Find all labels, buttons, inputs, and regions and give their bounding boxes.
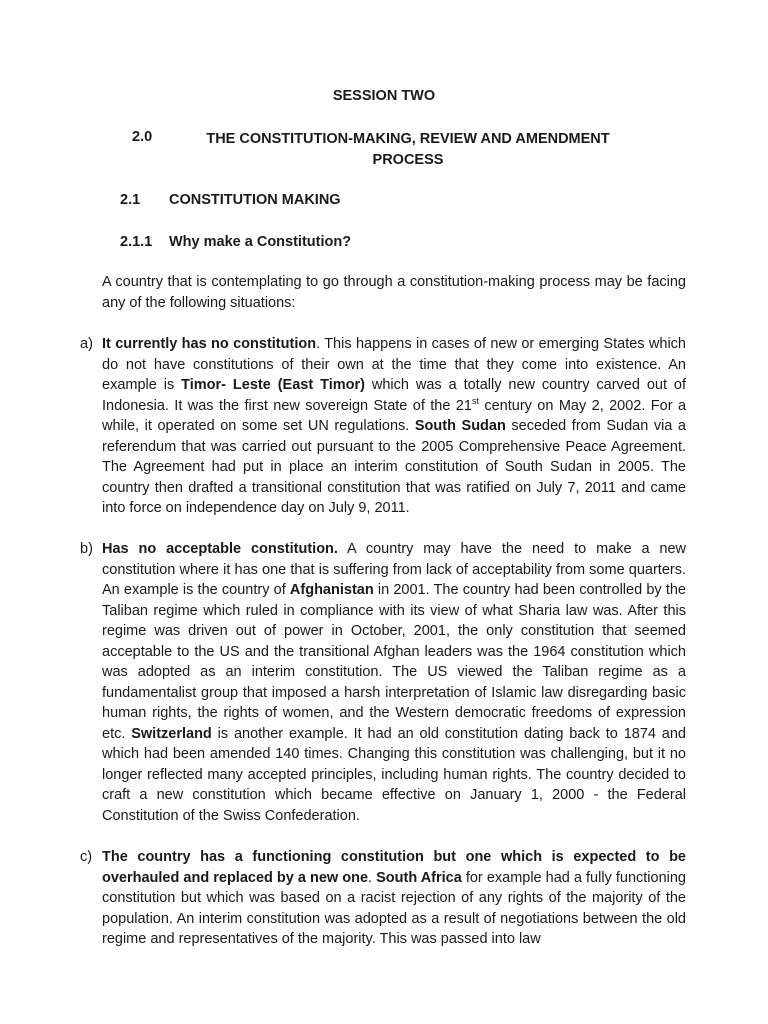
item-text: A country may have the need to make a new constitution where it has one that is suffering from lack of acceptability from some quarters. An example is the country of bbox=[102, 541, 687, 598]
subsection-number: 2.1 bbox=[120, 192, 141, 208]
item-label: a) bbox=[80, 336, 93, 352]
item-text: which was a totally new country carved out of Indonesia. It was the first new sovereign State of the 21 bbox=[102, 377, 686, 414]
intro-paragraph: A country that is contemplating to go through a constitution-making process may be facing any of the following situations: bbox=[102, 274, 686, 311]
country-name: Switzerland bbox=[131, 725, 212, 742]
item-text: . This happens in cases of new or emerging States which do not have constitutions of their own at the time that they come into existence. An example is bbox=[102, 336, 686, 393]
session-title: SESSION TWO bbox=[332, 88, 436, 104]
country-name: Timor- Leste (East Timor) bbox=[181, 377, 365, 393]
country-name: South Sudan bbox=[414, 418, 506, 434]
item-text: is another example. It had an old constitution dating back to 1874 and which had been amended 140 times. Changing this constitution was challenging, but it no longer reflected many accepted principles, including human rights. The country decided to craft a new constitution which became effective on January 1, 2000 - the Federal Constitution of the Swiss Confederation. bbox=[102, 725, 686, 824]
item-text: in 2001. The country had been controlled by the Taliban regime which ruled in compliance with its view of what Sharia law was. After this regime was driven out of power in October, 2001, the only constitution that seemed acceptable to the US and the transitional Afghan leaders was the 1964 constitution which was adopted as an interim constitution. The US viewed the Taliban regime as a fundamentalist group that imposed a harsh interpretation of Islamic law disregarding basic human rights, the rights of women, and the Western democratic freedoms of expression etc. bbox=[102, 582, 686, 742]
item-body bbox=[102, 334, 686, 519]
subsubsection-title: Why make a Constitution? bbox=[169, 234, 352, 250]
item-text: for example had a fully functioning constitution but which was based on a racist rejection of any rights of the majority of the population. An interim constitution was adopted as a result of negotiations between the old regime and representatives of the majority. This was passed into law bbox=[102, 869, 686, 947]
list-item-b bbox=[80, 539, 686, 826]
item-lead: The country has a functioning constitution but one which is expected to be overhauled and replaced by a new one bbox=[102, 849, 686, 886]
item-body bbox=[102, 539, 686, 826]
list-item-a bbox=[80, 334, 686, 519]
item-text: century on May 2, 2002. For a while, it operated on some set UN regulations. bbox=[102, 397, 687, 434]
item-text: . bbox=[368, 869, 377, 886]
item-label: c) bbox=[80, 849, 93, 865]
ordinal-suffix: st bbox=[471, 395, 479, 406]
country-name: Afghanistan bbox=[289, 582, 374, 598]
item-lead: It currently has no constitution bbox=[102, 336, 317, 352]
item-lead: Has no acceptable constitution. bbox=[102, 541, 338, 557]
section-number: 2.0 bbox=[132, 129, 153, 145]
section-title: THE CONSTITUTION-MAKING, REVIEW AND AMENDMENT PROCESS bbox=[206, 131, 610, 168]
subsubsection-number: 2.1.1 bbox=[120, 234, 153, 250]
item-label: b) bbox=[80, 541, 93, 557]
list-item-c bbox=[80, 847, 686, 950]
subsection-title: CONSTITUTION MAKING bbox=[169, 192, 341, 208]
item-body bbox=[102, 847, 686, 950]
item-text: seceded from Sudan via a referendum that was carried out pursuant to the 2005 Comprehensive Peace Agreement. The Agreement had put in place an interim constitution of South Sudan in 2005. The country then drafted a transitional constitution that was ratified on July 7, 2011 and came into force on independence day on July 9, 2011. bbox=[102, 418, 686, 516]
country-name: South Africa bbox=[376, 869, 462, 886]
